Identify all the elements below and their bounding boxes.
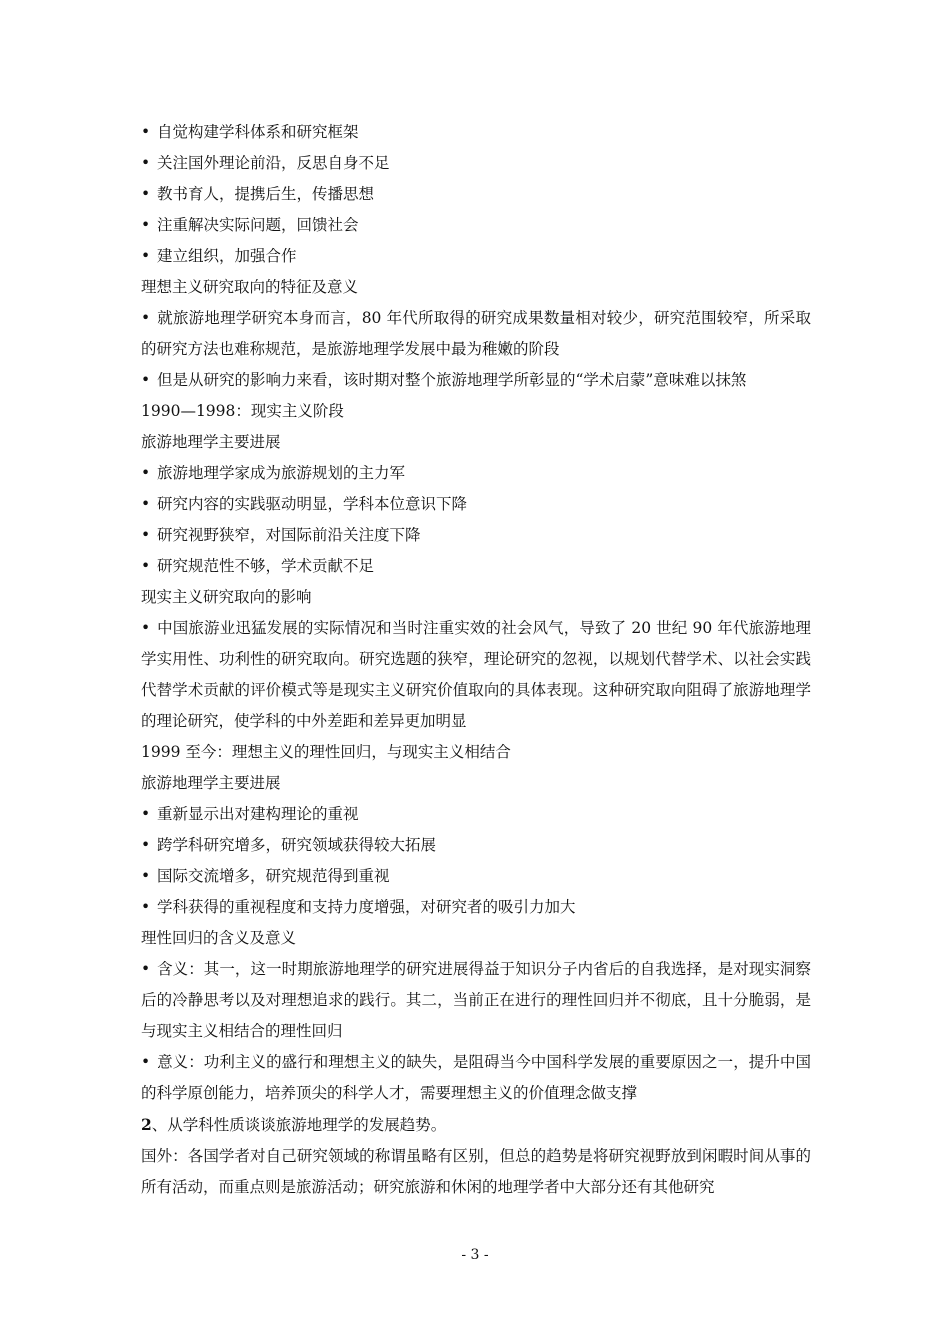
bullet-item — [141, 551, 811, 582]
bullet-text: 研究规范性不够，学术贡献不足 — [157, 557, 375, 575]
bullet-icon: • — [141, 247, 151, 265]
body-paragraph: 国外：各国学者对自己研究领域的称谓虽略有区别，但总的趋势是将研究视野放到闲暇时间从事的所有活动，而重点则是旅游活动；研究旅游和休闲的地理学者中大部分还有其他研究 — [141, 1147, 811, 1196]
bullet-text: 意义：功利主义的盛行和理想主义的缺失，是阻碍当今中国科学发展的重要原因之一，提升中国的科学原创能力，培养顶尖的科学人才，需要理想主义的价值理念做支撑 — [141, 1053, 811, 1102]
bullet-text: 注重解决实际问题，回馈社会 — [157, 216, 359, 234]
bullet-item — [141, 861, 811, 892]
bullet-icon: • — [141, 867, 151, 885]
bullet-item — [141, 241, 811, 272]
bullet-text: 研究视野狭窄，对国际前沿关注度下降 — [157, 526, 421, 544]
bullet-icon: • — [141, 805, 151, 823]
bullet-text: 但是从研究的影响力来看，该时期对整个旅游地理学所彰显的“学术启蒙”意味难以抹煞 — [157, 371, 747, 389]
bullet-icon: • — [141, 960, 151, 978]
bullet-icon: • — [141, 123, 151, 141]
bullet-item — [141, 520, 811, 551]
bullet-item — [141, 1047, 811, 1109]
bullet-item — [141, 303, 811, 365]
bullet-item — [141, 799, 811, 830]
bullet-text: 中国旅游业迅猛发展的实际情况和当时注重实效的社会风气，导致了 20 世纪 90 年代旅游地理学实用性、功利性的研究取向。研究选题的狭窄，理论研究的忽视，以规划代替学术、以社会实践代替学术贡献的评价模式等是现实主义研究价值取向的具体表现。这种研究取向阻碍了旅游地理学的理论研究，使学科的中外差距和差异更加明显 — [141, 619, 811, 730]
bullet-text: 研究内容的实践驱动明显，学科本位意识下降 — [157, 495, 468, 513]
bullet-icon: • — [141, 898, 151, 916]
bullet-item — [141, 489, 811, 520]
bullet-icon: • — [141, 836, 151, 854]
bullet-item — [141, 117, 811, 148]
bullet-item — [141, 613, 811, 737]
bullet-icon: • — [141, 526, 151, 544]
bullet-item — [141, 365, 811, 396]
page-body — [141, 117, 811, 1203]
page-number: - 3 - — [461, 1247, 489, 1263]
bullet-text: 学科获得的重视程度和支持力度增强，对研究者的吸引力加大 — [157, 898, 576, 916]
bullet-text: 含义：其一，这一时期旅游地理学的研究进展得益于知识分子内省后的自我选择，是对现实洞察后的冷静思考以及对理想追求的践行。其二，当前正在进行的理性回归并不彻底，且十分脆弱，是与现实主义相结合的理性回归 — [141, 960, 811, 1040]
bullet-text: 跨学科研究增多，研究领域获得较大拓展 — [157, 836, 437, 854]
section-heading: 理想主义研究取向的特征及意义 — [141, 278, 359, 296]
section-heading: 旅游地理学主要进展 — [141, 433, 281, 451]
section-heading: 现实主义研究取向的影响 — [141, 588, 312, 606]
bullet-text: 建立组织，加强合作 — [157, 247, 297, 265]
bullet-icon: • — [141, 154, 151, 172]
bullet-item — [141, 458, 811, 489]
bullet-icon: • — [141, 371, 151, 389]
bullet-icon: • — [141, 619, 151, 637]
heading-number: 2 — [141, 1115, 152, 1134]
bullet-text: 重新显示出对建构理论的重视 — [157, 805, 359, 823]
bullet-item — [141, 179, 811, 210]
bullet-text: 关注国外理论前沿，反思自身不足 — [157, 154, 390, 172]
bullet-item — [141, 148, 811, 179]
bullet-text: 国际交流增多，研究规范得到重视 — [157, 867, 390, 885]
bullet-icon: • — [141, 495, 151, 513]
bullet-icon: • — [141, 1053, 151, 1071]
section-heading: 理性回归的含义及意义 — [141, 929, 297, 947]
heading-text: 、从学科性质谈谈旅游地理学的发展趋势。 — [151, 1116, 447, 1134]
bullet-icon: • — [141, 464, 151, 482]
bullet-item — [141, 892, 811, 923]
bullet-item — [141, 830, 811, 861]
bullet-icon: • — [141, 557, 151, 575]
bullet-item — [141, 954, 811, 1047]
bullet-item — [141, 210, 811, 241]
bullet-text: 旅游地理学家成为旅游规划的主力军 — [157, 464, 406, 482]
bullet-text: 就旅游地理学研究本身而言，80 年代所取得的研究成果数量相对较少，研究范围较窄，所采取的研究方法也难称规范，是旅游地理学发展中最为稚嫩的阶段 — [141, 309, 811, 358]
bullet-icon: • — [141, 185, 151, 203]
section-heading: 旅游地理学主要进展 — [141, 774, 281, 792]
numbered-heading — [141, 1109, 811, 1141]
bullet-icon: • — [141, 309, 151, 327]
bullet-text: 自觉构建学科体系和研究框架 — [157, 123, 359, 141]
section-heading: 1999 至今：理想主义的理性回归，与现实主义相结合 — [141, 743, 511, 761]
bullet-icon: • — [141, 216, 151, 234]
bullet-text: 教书育人，提携后生，传播思想 — [157, 185, 375, 203]
section-heading: 1990—1998：现实主义阶段 — [141, 402, 344, 420]
